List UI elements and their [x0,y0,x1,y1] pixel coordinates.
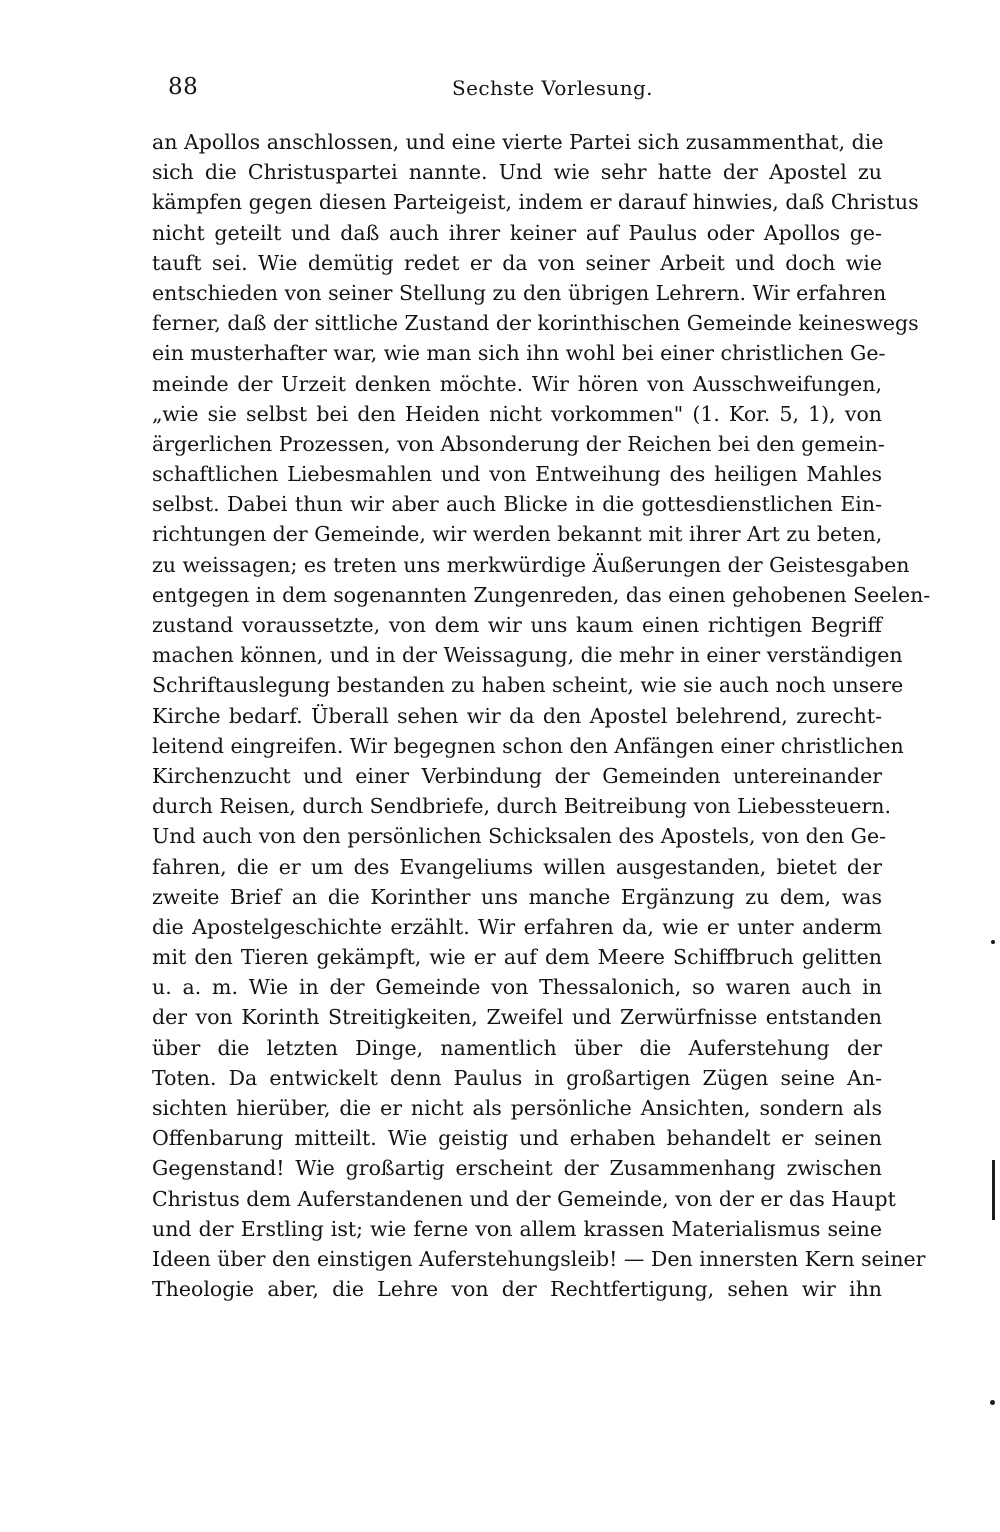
text-line: kämpfen gegen diesen Parteigeist, indem er darauf hinwies, daß Christus [152,190,919,215]
text-line: fahren, die er um des Evangeliums willen ausgestanden, bietet der [152,854,882,879]
text-line: meinde der Urzeit denken möchte. Wir hören von Ausschweifungen, [152,371,882,396]
text-line: zu weissagen; es treten uns merkwürdige Äußerungen der Geistesgaben [152,552,910,577]
text-line: Kirche bedarf. Überall sehen wir da den Apostel belehrend, zurecht- [152,703,882,728]
text-line: ein musterhafter war, wie man sich ihn wohl bei einer christlichen Ge- [152,341,886,366]
scan-speck [991,940,995,944]
text-line: durch Reisen, durch Sendbriefe, durch Beitreibung von Liebessteuern. [152,794,891,819]
text-line: tauft sei. Wie demütig redet er da von seiner Arbeit und doch wie [152,250,882,275]
text-line: Christus dem Auferstandenen und der Gemeinde, von der er das Haupt [152,1186,896,1211]
text-line: und der Erstling ist; wie ferne von allem krassen Materialismus seine [152,1216,882,1241]
text-line: zweite Brief an die Korinther uns manche Ergänzung zu dem, was [152,884,882,909]
text-line: nicht geteilt und daß auch ihrer keiner auf Paulus oder Apollos ge- [152,220,882,245]
text-line: Schriftauslegung bestanden zu haben scheint, wie sie auch noch unsere [152,673,904,698]
scan-speck [990,1400,995,1405]
text-line: schaftlichen Liebesmahlen und von Entweihung des heiligen Mahles [152,462,882,487]
text-line: Ideen über den einstigen Auferstehungsleib! — Den innersten Kern seiner [152,1246,926,1271]
text-line: richtungen der Gemeinde, wir werden bekannt mit ihrer Art zu beten, [152,522,883,547]
text-line: machen können, und in der Weissagung, die mehr in einer verständigen [152,643,903,668]
text-line: entgegen in dem sogenannten Zungenreden, das einen gehobenen Seelen- [152,582,931,607]
text-line: Toten. Da entwickelt denn Paulus in großartigen Zügen seine An- [152,1065,882,1090]
page-number: 88 [168,74,199,100]
text-line: ferner, daß der sittliche Zustand der korinthischen Gemeinde keineswegs [152,311,919,336]
text-line: sich die Christuspartei nannte. Und wie sehr hatte der Apostel zu [152,160,882,185]
text-line: entschieden von seiner Stellung zu den übrigen Lehrern. Wir erfahren [152,280,887,305]
text-line: Und auch von den persönlichen Schicksalen des Apostels, von den Ge- [152,824,887,849]
text-line: an Apollos anschlossen, und eine vierte Partei sich zusammenthat, die [152,130,884,154]
text-line: mit den Tieren gekämpft, wie er auf dem Meere Schiffbruch gelitten [152,945,882,970]
text-line: leitend eingreifen. Wir begegnen schon den Anfängen einer christlichen [152,733,904,758]
running-head: Sechste Vorlesung. [452,76,653,100]
page-header [168,64,868,108]
text-line: „wie sie selbst bei den Heiden nicht vorkommen" (1. Kor. 5, 1), von [152,401,882,426]
text-line: sichten hierüber, die er nicht als persönliche Ansichten, sondern als [152,1096,882,1120]
text-line: Gegenstand! Wie großartig erscheint der Zusammenhang zwischen [152,1156,882,1181]
text-line: Offenbarung mitteilt. Wie geistig und erhaben behandelt er seinen [152,1126,882,1151]
text-line: selbst. Dabei thun wir aber auch Blicke in die gottesdienstlichen Ein- [152,492,882,517]
text-line: Theologie aber, die Lehre von der Rechtfertigung, sehen wir ihn [152,1277,882,1302]
text-line: zustand voraussetzte, von dem wir uns kaum einen richtigen Begriff [152,613,882,637]
text-line: u. a. m. Wie in der Gemeinde von Thessalonich, so waren auch in [152,975,882,1000]
body-text [152,127,931,1304]
text-line: ärgerlichen Prozessen, von Absonderung der Reichen bei den gemein- [152,431,885,456]
text-line: der von Korinth Streitigkeiten, Zweifel und Zerwürfnisse entstanden [152,1005,882,1030]
scan-edge-mark [992,1160,995,1220]
text-line: über die letzten Dinge, namentlich über die Auferstehung der [152,1035,882,1060]
text-line: Kirchenzucht und einer Verbindung der Gemeinden untereinander [152,763,882,788]
text-line: die Apostelgeschichte erzählt. Wir erfahren da, wie er unter anderm [152,914,882,939]
